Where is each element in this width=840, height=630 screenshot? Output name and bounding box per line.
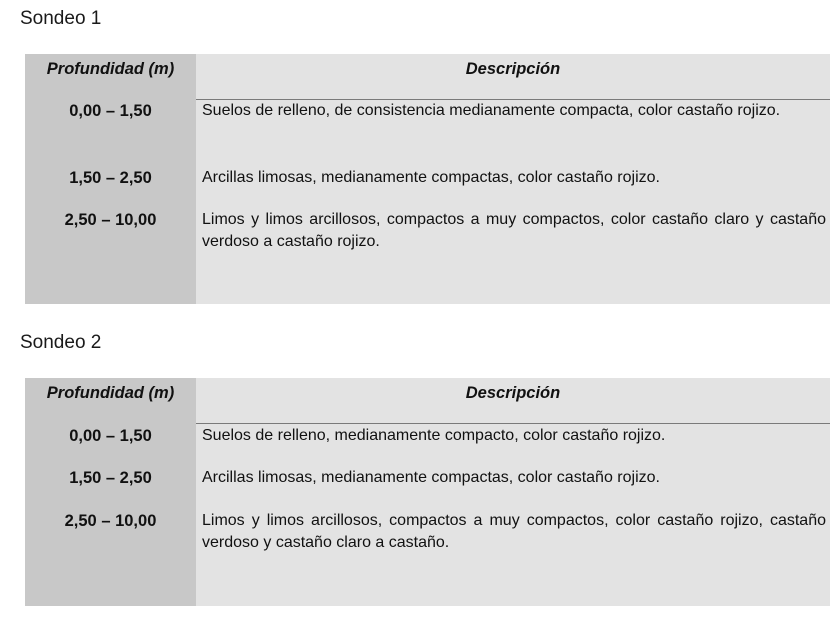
row-depth: 2,50 – 10,00: [64, 512, 157, 530]
row-depth: 2,50 – 10,00: [64, 211, 157, 229]
header-description: Descripción: [465, 384, 561, 402]
header-divider: [196, 423, 830, 424]
section-title-sondeo-2: Sondeo 2: [20, 332, 102, 353]
header-depth: Profundidad (m): [46, 384, 175, 402]
row-description: Limos y limos arcillosos, compactos a muy compactos, color castaño rojizo, castaño verdoso y castaño claro a castaño.: [202, 512, 826, 551]
soil-profile-table-2: [25, 378, 830, 606]
row-description: Suelos de relleno, de consistencia medianamente compacta, color castaño rojizo.: [202, 102, 781, 119]
header-depth: Profundidad (m): [46, 60, 175, 78]
row-description: Arcillas limosas, medianamente compactas, color castaño rojizo.: [202, 469, 660, 486]
row-depth: 1,50 – 2,50: [69, 169, 152, 187]
section-title-sondeo-1: Sondeo 1: [20, 8, 102, 29]
soil-profile-table-1: [25, 54, 830, 304]
header-description: Descripción: [465, 60, 561, 78]
row-description: Suelos de relleno, medianamente compacto, color castaño rojizo.: [202, 427, 666, 444]
depth-column: [25, 378, 196, 606]
row-depth: 1,50 – 2,50: [69, 469, 152, 487]
row-description: Limos y limos arcillosos, compactos a muy compactos, color castaño claro y castaño verdoso a castaño rojizo.: [202, 211, 826, 250]
row-description: Arcillas limosas, medianamente compactas, color castaño rojizo.: [202, 169, 660, 186]
row-depth: 0,00 – 1,50: [69, 427, 152, 445]
row-depth: 0,00 – 1,50: [69, 102, 152, 120]
